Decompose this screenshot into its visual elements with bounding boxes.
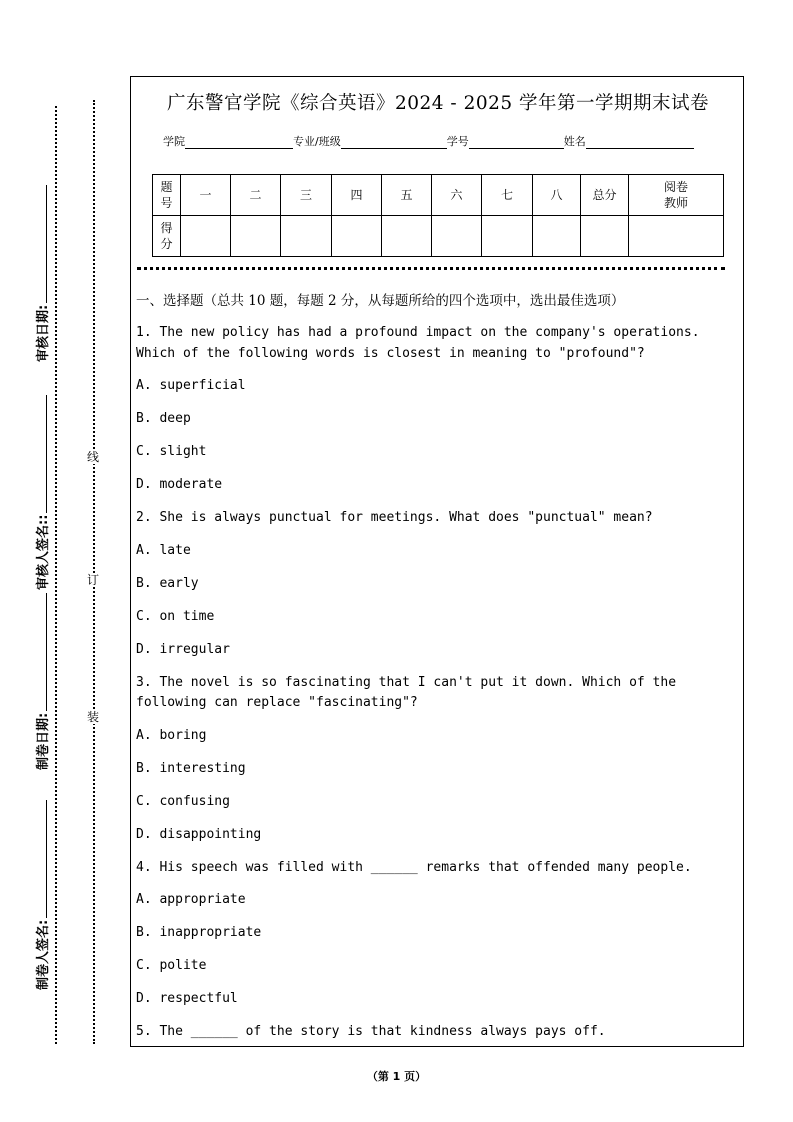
question-text: 1. The new policy has had a profound impact on the company's operations. Which of the following words is closest in meaning to "profound"? bbox=[136, 325, 700, 361]
field-major-blank[interactable] bbox=[341, 136, 447, 149]
option[interactable]: A. appropriate bbox=[136, 892, 246, 907]
option[interactable]: D. irregular bbox=[136, 641, 230, 657]
score-header-cell: 三 bbox=[281, 175, 332, 216]
option[interactable]: D. disappointing bbox=[136, 826, 262, 842]
option[interactable]: A. superficial bbox=[136, 378, 246, 393]
score-header-cell: 题 号 bbox=[153, 175, 181, 216]
score-header-cell: 七 bbox=[482, 175, 533, 216]
field-college-blank[interactable] bbox=[185, 136, 293, 149]
question-text: 5. The ______ of the story is that kindness always pays off. bbox=[136, 1024, 606, 1039]
field-id-label: 学号 bbox=[446, 135, 469, 148]
review-date-label: 审核日期: bbox=[32, 185, 51, 362]
binding-char-xian: 线 bbox=[87, 450, 100, 464]
score-header-cell: 总分 bbox=[581, 175, 629, 216]
question-5 bbox=[136, 1022, 742, 1043]
score-table bbox=[152, 174, 724, 257]
score-cell[interactable] bbox=[533, 216, 581, 257]
binding-char-ding: 订 bbox=[87, 573, 100, 587]
option[interactable]: B. early bbox=[136, 575, 199, 591]
score-cell[interactable] bbox=[281, 216, 332, 257]
score-header-cell: 八 bbox=[533, 175, 581, 216]
reviewer-signature-label: 审核人签名:: bbox=[32, 395, 51, 590]
score-table-score-row bbox=[153, 216, 724, 257]
score-header-cell: 六 bbox=[432, 175, 482, 216]
score-table-header-row bbox=[153, 175, 724, 216]
option[interactable]: A. late bbox=[136, 542, 191, 558]
option[interactable]: B. interesting bbox=[136, 760, 246, 776]
score-cell[interactable] bbox=[332, 216, 382, 257]
question-text: 4. His speech was filled with ______ remarks that offended many people. bbox=[136, 859, 692, 875]
field-major-label: 专业/班级 bbox=[293, 135, 341, 148]
compiler-signature-label: 制卷人签名: bbox=[32, 800, 51, 990]
binding-char-zhuang: 装 bbox=[87, 710, 100, 724]
student-info-line bbox=[163, 133, 694, 149]
field-name-blank[interactable] bbox=[586, 136, 694, 149]
page-number: （第 1 页） bbox=[366, 1070, 427, 1083]
score-cell[interactable] bbox=[181, 216, 231, 257]
score-header-cell: 阅卷 教师 bbox=[629, 175, 724, 216]
option[interactable]: B. deep bbox=[136, 411, 191, 426]
score-header-cell: 五 bbox=[382, 175, 432, 216]
score-header-cell: 四 bbox=[332, 175, 382, 216]
option[interactable]: C. slight bbox=[136, 444, 207, 459]
question-text: 2. She is always punctual for meetings. What does "punctual" mean? bbox=[136, 510, 653, 525]
field-id-blank[interactable] bbox=[469, 136, 564, 149]
option[interactable]: B. inappropriate bbox=[136, 925, 262, 940]
option[interactable]: C. on time bbox=[136, 608, 215, 624]
option[interactable]: A. boring bbox=[136, 727, 207, 743]
question-2 bbox=[136, 508, 742, 660]
field-college-label: 学院 bbox=[163, 135, 185, 148]
score-cell[interactable] bbox=[432, 216, 482, 257]
compile-date-label: 制卷日期: bbox=[32, 593, 51, 770]
question-text: 3. The novel is so fascinating that I can't put it down. Which of the following can replace "fascinating"? bbox=[136, 674, 677, 710]
dotted-separator bbox=[137, 267, 725, 270]
question-4 bbox=[136, 858, 742, 1010]
exam-title: 广东警官学院《综合英语》2024 - 2025 学年第一学期期末试卷 bbox=[166, 93, 710, 114]
question-3 bbox=[136, 673, 742, 845]
score-header-cell: 二 bbox=[231, 175, 281, 216]
outer-dotted-line bbox=[55, 106, 57, 1044]
inner-dotted-line bbox=[93, 100, 95, 1044]
score-header-cell: 一 bbox=[181, 175, 231, 216]
score-cell[interactable] bbox=[581, 216, 629, 257]
question-1 bbox=[136, 323, 742, 495]
option[interactable]: C. confusing bbox=[136, 793, 230, 809]
score-cell[interactable] bbox=[231, 216, 281, 257]
score-row-label: 得 分 bbox=[153, 216, 181, 257]
score-cell[interactable] bbox=[482, 216, 533, 257]
exam-content bbox=[136, 291, 742, 1055]
score-cell[interactable] bbox=[629, 216, 724, 257]
option[interactable]: C. polite bbox=[136, 958, 207, 973]
score-cell[interactable] bbox=[382, 216, 432, 257]
field-name-label: 姓名 bbox=[563, 135, 586, 148]
option[interactable]: D. moderate bbox=[136, 477, 223, 492]
section-heading: 一、选择题（总共 10 题，每题 2 分，从每题所给的四个选项中，选出最佳选项） bbox=[136, 293, 625, 309]
exam-frame bbox=[130, 76, 744, 1047]
option[interactable]: D. respectful bbox=[136, 991, 238, 1006]
